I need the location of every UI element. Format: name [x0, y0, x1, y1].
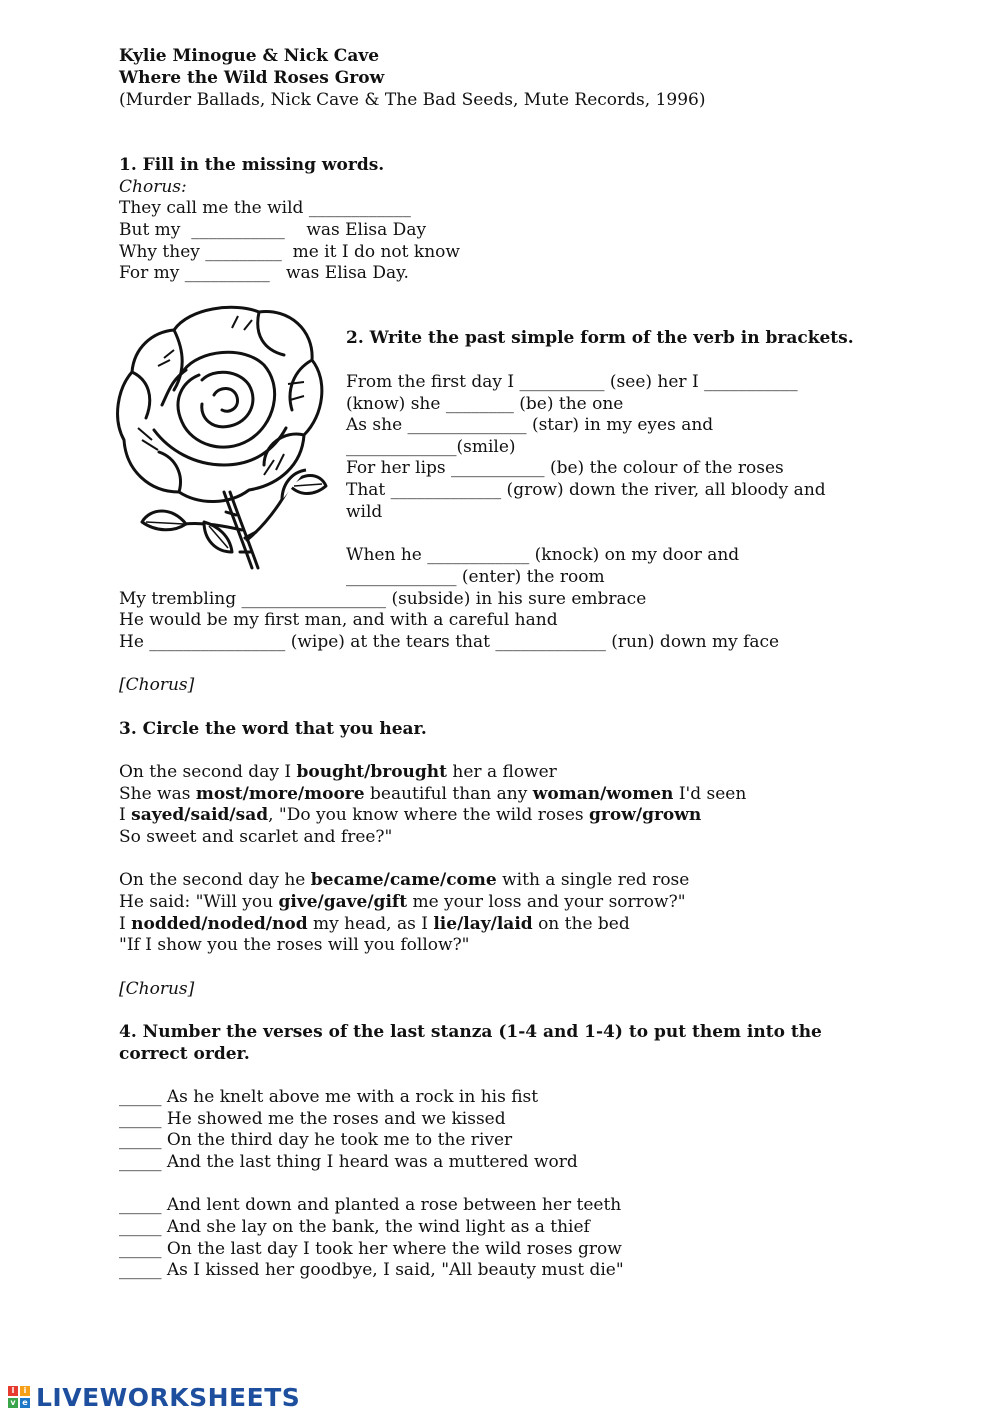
ex3-heading: 3. Circle the word that you hear.: [119, 719, 427, 739]
ex3-line: I sayed/said/sad, "Do you know where the wild roses grow/grown: [119, 805, 702, 825]
ex2-line[interactable]: When he ____________ (knock) on my door and: [346, 545, 740, 565]
ex4-verse[interactable]: _____ And she lay on the bank, the wind light as a thief: [119, 1217, 590, 1237]
ex4-verse[interactable]: _____ On the last day I took her where the wild roses grow: [119, 1239, 622, 1259]
ex2-line[interactable]: As she ______________ (star) in my eyes and: [346, 415, 714, 435]
word-choice[interactable]: became/came/come: [310, 870, 497, 890]
word-choice[interactable]: bought/brought: [296, 762, 448, 782]
rose-illustration: [114, 300, 330, 572]
song-title: Where the Wild Roses Grow: [119, 68, 385, 88]
ex1-line[interactable]: They call me the wild ____________: [119, 198, 411, 218]
song-source: (Murder Ballads, Nick Cave & The Bad Seeds, Mute Records, 1996): [119, 90, 706, 110]
song-artists: Kylie Minogue & Nick Cave: [119, 46, 380, 66]
ex4-verse[interactable]: _____ And the last thing I heard was a muttered word: [119, 1152, 578, 1172]
word-choice[interactable]: grow/grown: [589, 805, 702, 825]
word-choice[interactable]: nodded/noded/nod: [131, 914, 308, 934]
ex4-verse[interactable]: _____ And lent down and planted a rose between her teeth: [119, 1195, 622, 1215]
ex3-line: On the second day I bought/brought her a flower: [119, 762, 557, 782]
ex4-heading: 4. Number the verses of the last stanza (1-4 and 1-4) to put them into the: [119, 1022, 822, 1042]
ex4-verse[interactable]: _____ As he knelt above me with a rock in his fist: [119, 1087, 539, 1107]
ex2-line[interactable]: My trembling _________________ (subside) in his sure embrace: [119, 589, 647, 609]
word-choice[interactable]: give/gave/gift: [278, 892, 408, 912]
ex1-line[interactable]: Why they _________ me it I do not know: [119, 242, 460, 262]
logo-mark-icon: l i v e: [8, 1386, 30, 1408]
ex2-line: He would be my first man, and with a careful hand: [119, 610, 558, 630]
word-choice[interactable]: sayed/said/sad: [131, 805, 269, 825]
ex3-chorus-marker: [Chorus]: [119, 979, 195, 999]
ex3-line: I nodded/noded/nod my head, as I lie/lay/laid on the bed: [119, 914, 630, 934]
ex2-line[interactable]: For her lips ___________ (be) the colour of the roses: [346, 458, 784, 478]
ex3-line: She was most/more/moore beautiful than any woman/women I'd seen: [119, 784, 747, 804]
ex2-line[interactable]: From the first day I __________ (see) her I ___________: [346, 372, 798, 392]
ex2-line[interactable]: _____________ (enter) the room: [346, 567, 605, 587]
ex2-line[interactable]: (know) she ________ (be) the one: [346, 394, 624, 414]
ex4-verse[interactable]: _____ On the third day he took me to the river: [119, 1130, 513, 1150]
ex3-line: He said: "Will you give/gave/gift me your loss and your sorrow?": [119, 892, 686, 912]
word-choice[interactable]: woman/women: [532, 784, 674, 804]
ex2-line: wild: [346, 502, 383, 522]
ex4-heading-cont: correct order.: [119, 1044, 250, 1064]
ex1-line[interactable]: For my __________ was Elisa Day.: [119, 263, 409, 283]
ex2-line[interactable]: He ________________ (wipe) at the tears that _____________ (run) down my face: [119, 632, 780, 652]
ex2-line[interactable]: _____________(smile): [346, 437, 516, 457]
word-choice[interactable]: most/more/moore: [195, 784, 365, 804]
ex4-verse[interactable]: _____ As I kissed her goodbye, I said, "All beauty must die": [119, 1260, 624, 1280]
ex1-line[interactable]: But my ___________ was Elisa Day: [119, 220, 427, 240]
ex2-heading: 2. Write the past simple form of the verb in brackets.: [346, 328, 854, 348]
ex2-chorus-marker: [Chorus]: [119, 675, 195, 695]
ex2-line[interactable]: That _____________ (grow) down the river, all bloody and: [346, 480, 826, 500]
logo-text: LIVEWORKSHEETS: [36, 1382, 301, 1412]
ex3-line: On the second day he became/came/come with a single red rose: [119, 870, 690, 890]
ex3-line: So sweet and scarlet and free?": [119, 827, 393, 847]
word-choice[interactable]: lie/lay/laid: [433, 914, 533, 934]
ex1-heading: 1. Fill in the missing words.: [119, 155, 385, 175]
ex1-chorus-label: Chorus:: [119, 177, 187, 197]
liveworksheets-logo[interactable]: [8, 1380, 300, 1414]
ex3-line: "If I show you the roses will you follow?": [119, 935, 470, 955]
ex4-verse[interactable]: _____ He showed me the roses and we kissed: [119, 1109, 506, 1129]
